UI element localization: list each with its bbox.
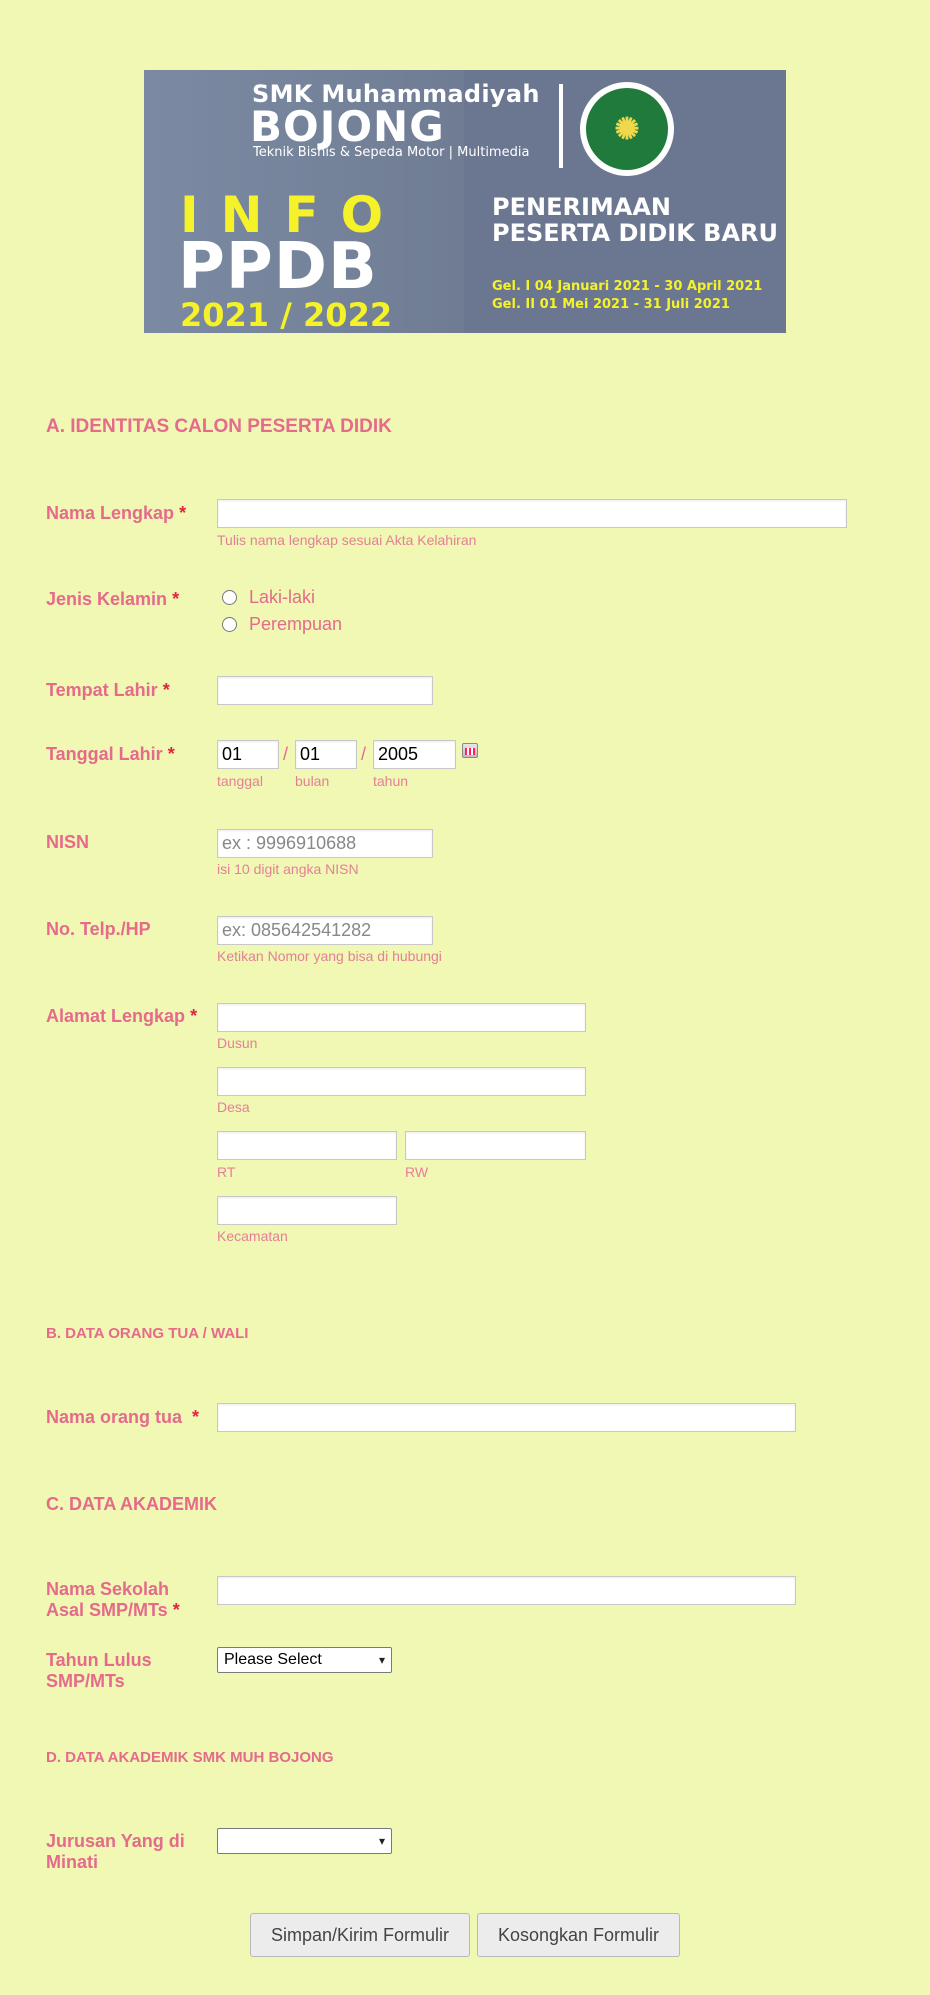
label-jurusan: Jurusan Yang di Minati — [46, 1831, 185, 1872]
banner-school-big: BOJONG — [250, 102, 445, 151]
nisn-input[interactable] — [217, 829, 433, 858]
tahun-lulus-select[interactable] — [217, 1647, 392, 1673]
submit-button[interactable]: Simpan/Kirim Formulir — [250, 1913, 470, 1957]
nama-orang-tua-input[interactable] — [217, 1403, 796, 1432]
jurusan-select[interactable] — [217, 1828, 392, 1854]
banner-ppdb: PPDB — [178, 230, 378, 304]
desa-hint: Desa — [217, 1099, 250, 1115]
tahun-hint: tahun — [373, 773, 409, 789]
section-b-title: B. DATA ORANG TUA / WALI — [46, 1325, 249, 1342]
section-c-title: C. DATA AKADEMIK — [46, 1494, 217, 1514]
telp-hint: Ketikan Nomor yang bisa di hubungi — [217, 948, 442, 964]
bulan-hint: bulan — [295, 773, 330, 789]
ppdb-banner — [144, 70, 786, 333]
tahun-input[interactable] — [373, 740, 456, 769]
rt-input[interactable] — [217, 1131, 397, 1160]
radio-laki-laki[interactable]: Laki-laki — [222, 587, 315, 608]
kecamatan-hint: Kecamatan — [217, 1228, 288, 1244]
dusun-hint: Dusun — [217, 1035, 258, 1051]
calendar-icon[interactable] — [462, 743, 478, 758]
rw-input[interactable] — [405, 1131, 586, 1160]
tanggal-input[interactable] — [217, 740, 279, 769]
tanggal-hint: tanggal — [217, 773, 263, 789]
label-nisn: NISN — [46, 832, 90, 852]
chevron-down-icon: ▾ — [378, 1834, 385, 1848]
nama-lengkap-input[interactable] — [217, 499, 847, 528]
label-tempat-lahir: Tempat Lahir * — [46, 680, 170, 700]
section-a-title: A. IDENTITAS CALON PESERTA DIDIK — [46, 416, 392, 437]
nama-sekolah-input[interactable] — [217, 1576, 796, 1605]
date-separator: / — [283, 744, 289, 764]
banner-penerimaan: PENERIMAAN PESERTA DIDIK BARU — [492, 193, 778, 247]
tempat-lahir-input[interactable] — [217, 676, 433, 705]
label-jenis-kelamin: Jenis Kelamin * — [46, 589, 180, 609]
label-telp: No. Telp./HP — [46, 919, 151, 939]
banner-gel1: Gel. I 04 Januari 2021 - 30 April 2021 — [492, 279, 763, 294]
kecamatan-input[interactable] — [217, 1196, 397, 1225]
telp-input[interactable] — [217, 916, 433, 945]
desa-input[interactable] — [217, 1067, 586, 1096]
banner-divider — [559, 84, 563, 168]
banner-info: INFO — [180, 186, 406, 244]
label-nama-lengkap: Nama Lengkap * — [46, 503, 187, 523]
school-seal-logo: ✺ — [580, 82, 674, 176]
label-alamat: Alamat Lengkap * — [46, 1006, 198, 1026]
radio-circle[interactable] — [222, 617, 237, 632]
banner-school-name: SMK Muhammadiyah — [252, 80, 540, 108]
nama-lengkap-hint: Tulis nama lengkap sesuai Akta Kelahiran — [217, 532, 477, 548]
section-d-title: D. DATA AKADEMIK SMK MUH BOJONG — [46, 1749, 334, 1766]
radio-circle[interactable] — [222, 590, 237, 605]
rw-hint: RW — [405, 1164, 429, 1180]
tahun-lulus-selected: Please Select — [224, 1651, 322, 1668]
bulan-input[interactable] — [295, 740, 357, 769]
reset-button[interactable]: Kosongkan Formulir — [477, 1913, 680, 1957]
date-separator: / — [361, 744, 367, 764]
banner-school-sub: Teknik Bisnis & Sepeda Motor | Multimedia — [253, 145, 530, 160]
banner-year: 2021 / 2022 — [180, 296, 393, 333]
rt-hint: RT — [217, 1164, 236, 1180]
chevron-down-icon: ▾ — [378, 1653, 385, 1667]
label-nama-orang-tua: Nama orang tua * — [46, 1407, 200, 1427]
label-tanggal-lahir: Tanggal Lahir * — [46, 744, 175, 764]
radio-perempuan[interactable]: Perempuan — [222, 614, 342, 635]
banner-gel2: Gel. II 01 Mei 2021 - 31 Juli 2021 — [492, 297, 730, 312]
label-nama-sekolah: Nama Sekolah Asal SMP/MTs * — [46, 1579, 180, 1620]
label-tahun-lulus: Tahun Lulus SMP/MTs — [46, 1650, 152, 1691]
dusun-input[interactable] — [217, 1003, 586, 1032]
nisn-hint: isi 10 digit angka NISN — [217, 861, 359, 877]
